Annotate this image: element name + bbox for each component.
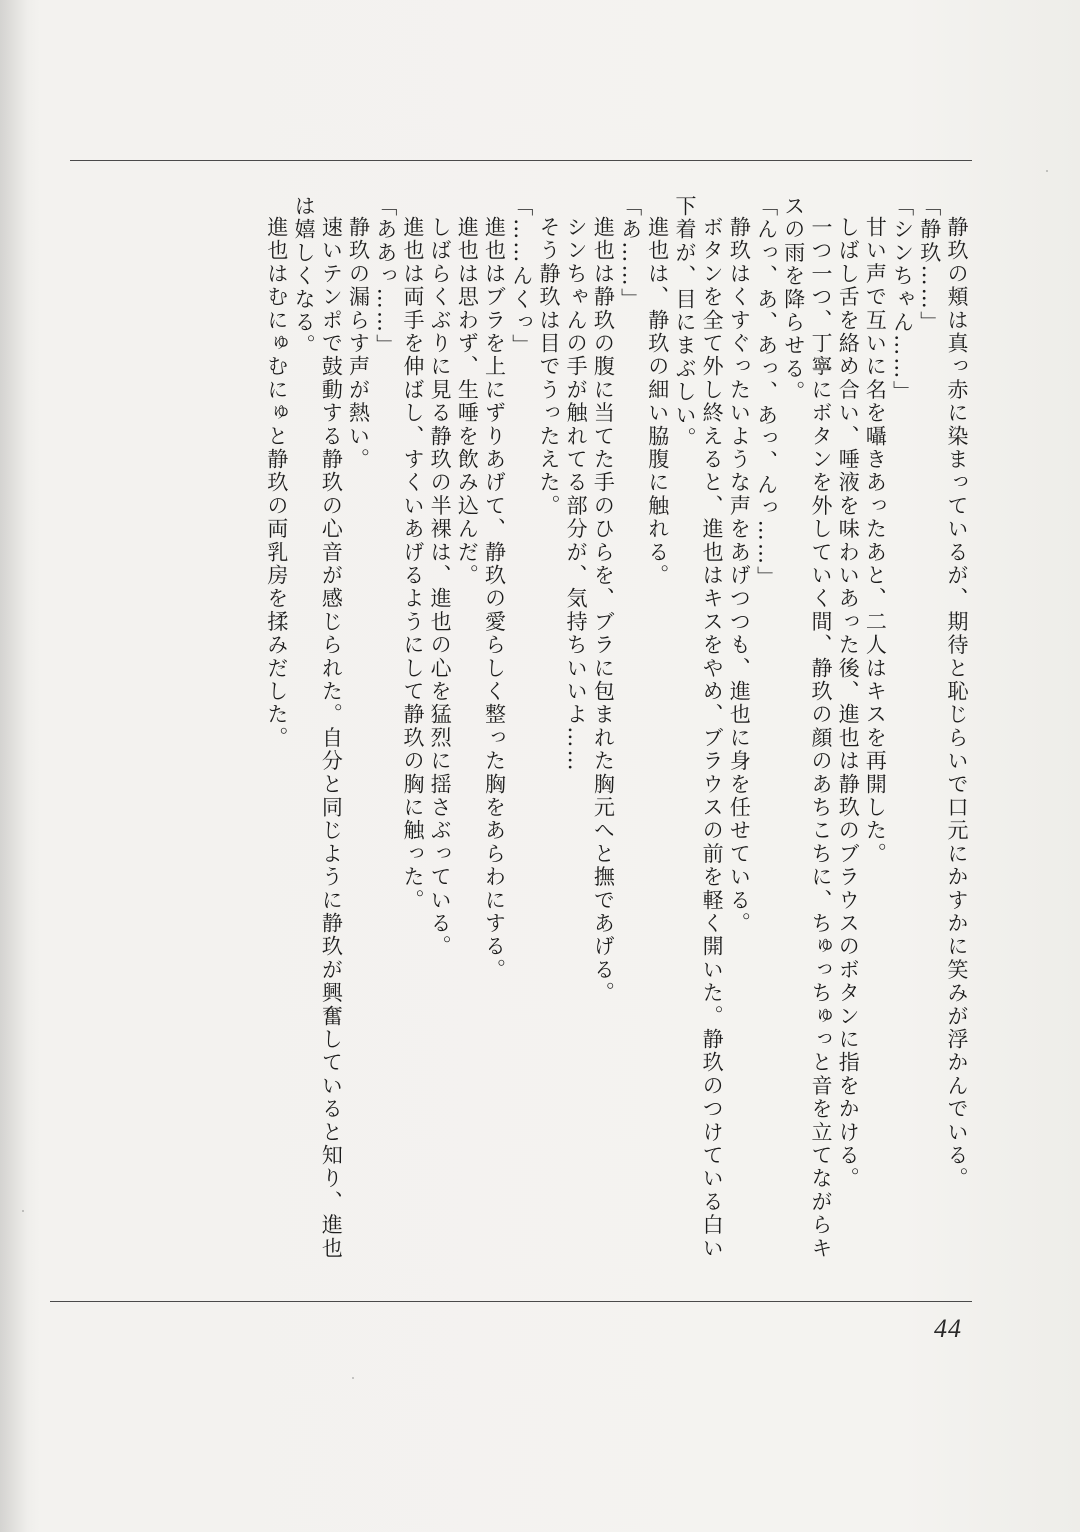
paper-speck: [1046, 170, 1048, 172]
paragraph: 「あ……」: [618, 195, 643, 311]
paragraph: 静玖の漏らす声が熱い。: [346, 216, 371, 472]
paper-speck: [22, 1210, 24, 1212]
footer-rule: [50, 1301, 972, 1302]
header-rule: [70, 160, 972, 161]
paragraph: 静玖はくすぐったいような声をあげつつも、進也に身を任せている。: [727, 216, 752, 936]
paragraph: 「静玖……」: [917, 195, 942, 335]
paragraph: 進也は静玖の腹に当てた手のひらを、ブラに包まれた胸元へと撫であげる。: [591, 216, 616, 1005]
paragraph: シンちゃんの手が触れてる部分が、気持ちいいよ……: [564, 216, 589, 773]
paragraph: しばし舌を絡め合い、唾液を味わいあった後、進也は静玖のブラウスのボタンに指をかける。: [836, 216, 861, 1191]
paragraph: 一つ一つ、丁寧にボタンを外していく間、静玖の顔のあちこちに、ちゅっちゅっと音を立てながらキスの雨を降らせる。: [781, 195, 833, 1260]
paragraph: 進也は両手を伸ばし、すくいあげるようにして静玖の胸に触った。: [400, 216, 425, 912]
paragraph: 進也は思わず、生唾を飲み込んだ。: [455, 216, 480, 588]
paragraph: しばらくぶりに見る静玖の半裸は、進也の心を猛烈に揺さぶっている。: [428, 216, 453, 959]
page-number: 44: [934, 1314, 962, 1343]
paragraph: 「……んくっ」: [509, 195, 534, 358]
paragraph: 「ああっ……」: [373, 195, 398, 358]
paragraph: 甘い声で互いに名を囁きあったあと、二人はキスを再開した。: [863, 216, 888, 866]
paragraph: 「んっ、あ、あっ、あっ、んっ……」: [754, 195, 779, 590]
paragraph: ボタンを全て外し終えると、進也はキスをやめ、ブラウスの前を軽く開いた。静玖のつけている白い下着が、目にまぶしい。: [672, 195, 725, 1260]
spine-shadow: [0, 0, 28, 1532]
vertical-text-body: [90, 195, 970, 1265]
paragraph: 速いテンポで鼓動する静玖の心音が感じられた。自分と同じように静玖が興奮していると知り、進也は嬉しくなる。: [292, 195, 344, 1260]
paragraph: 静玖の頬は真っ赤に染まっているが、期待と恥じらいで口元にかすかに笑みが浮かんでいる。: [945, 216, 969, 1191]
paragraph: 進也はむにゅむにゅと静玖の両乳房を揉みだした。: [264, 216, 289, 750]
paragraph: そう静玖は目でうったえた。: [536, 216, 561, 518]
paragraph: 進也は、静玖の細い脇腹に触れる。: [645, 216, 670, 588]
paper-speck: [352, 1377, 354, 1379]
paragraph: 「シンちゃん……」: [890, 195, 915, 404]
paragraph: 進也はブラを上にずりあげて、静玖の愛らしく整った胸をあらわにする。: [482, 216, 507, 982]
